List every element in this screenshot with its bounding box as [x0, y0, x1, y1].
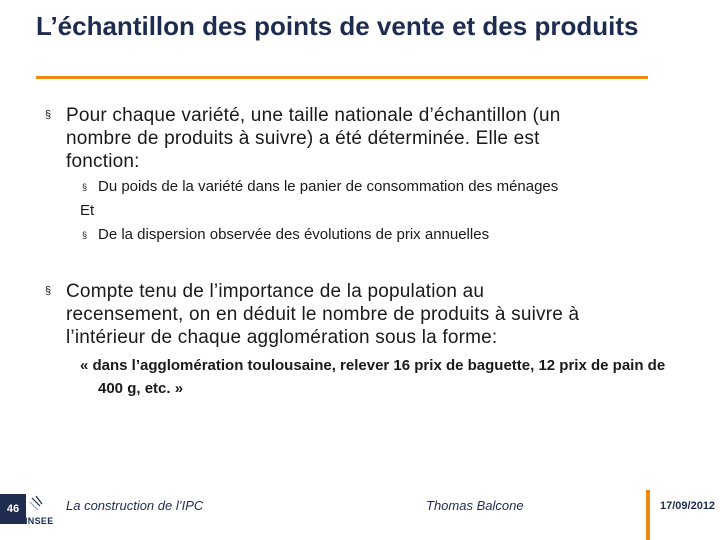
bullet-1-line-2: nombre de produits à suivre) a été déterminée. Elle est — [66, 128, 540, 149]
sub-bullet-1 — [80, 175, 680, 199]
sub-bullet-1-text: Du poids de la variété dans le panier de consommation des ménages — [98, 178, 559, 195]
sub-bullet-2 — [80, 223, 680, 247]
footer-date: 17/09/2012 — [660, 500, 716, 512]
bullet-2-line-3: l’intérieur de chaque agglomération sous la forme: — [66, 327, 498, 348]
insee-logo-text: INSEE — [25, 516, 54, 526]
square-bullet-icon: § — [82, 182, 88, 192]
bullet-1-line-3: fonction: — [66, 151, 140, 172]
footer-author: Thomas Balcone — [426, 498, 524, 513]
example-quote: « dans l’agglomération toulousaine, relever 16 prix de baguette, 12 prix de pain de 400 g, etc. » — [80, 357, 666, 397]
footer-presentation-title: La construction de l’IPC — [66, 498, 204, 513]
slide-title: L’échantillon des points de vente et des produits — [36, 11, 639, 41]
bullet-2-text — [66, 280, 579, 349]
square-bullet-icon: § — [45, 109, 52, 121]
title-underline — [36, 76, 648, 79]
bullet-2 — [36, 280, 676, 349]
bullet-1-text — [66, 104, 561, 173]
bullet-2-line-2: recensement, on en déduit le nombre de produits à suivre à — [66, 304, 580, 325]
bullet-1-line-1: Pour chaque variété, une taille nationale d’échantillon (un — [66, 105, 561, 126]
bullet-1 — [36, 104, 676, 173]
square-bullet-icon: § — [45, 285, 52, 297]
square-bullet-icon: § — [82, 230, 88, 240]
sub-bullet-2-text: De la dispersion observée des évolutions de prix annuelles — [98, 226, 490, 243]
footer-divider — [646, 490, 650, 540]
bullet-2-line-1: Compte tenu de l’importance de la population au — [66, 281, 485, 302]
insee-logo-icon — [26, 492, 60, 532]
page-number: 46 — [0, 494, 26, 524]
sub-connector-text: Et — [80, 202, 95, 219]
